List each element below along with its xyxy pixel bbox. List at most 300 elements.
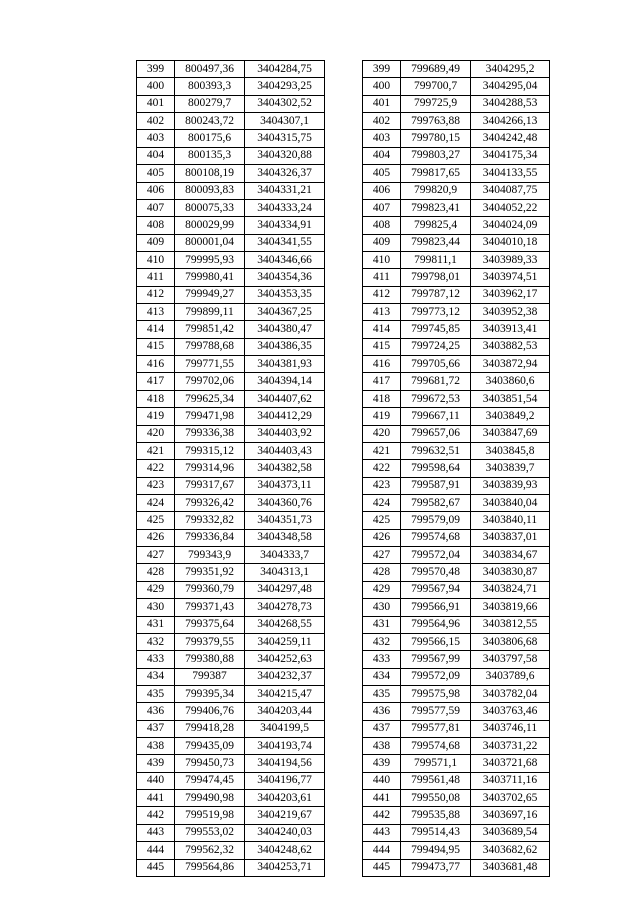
y-coordinate-cell: 3404394,14 [245, 373, 325, 390]
point-number-cell: 441 [137, 790, 175, 807]
table-row [137, 720, 325, 737]
x-coordinate-cell: 799406,76 [175, 703, 245, 720]
table-row [137, 199, 325, 216]
table-row [137, 356, 325, 373]
point-number-cell: 428 [363, 564, 401, 581]
y-coordinate-cell: 3404297,48 [245, 581, 325, 598]
x-coordinate-cell: 799317,67 [175, 477, 245, 494]
y-coordinate-cell: 3404386,35 [245, 338, 325, 355]
y-coordinate-cell: 3403789,6 [471, 668, 550, 685]
point-number-cell: 422 [363, 460, 401, 477]
y-coordinate-cell: 3404219,67 [245, 807, 325, 824]
x-coordinate-cell: 799811,1 [401, 251, 471, 268]
y-coordinate-cell: 3404199,5 [245, 720, 325, 737]
y-coordinate-cell: 3403746,11 [471, 720, 550, 737]
point-number-cell: 415 [363, 338, 401, 355]
table-row [363, 234, 550, 251]
y-coordinate-cell: 3404288,53 [471, 95, 550, 112]
point-number-cell: 413 [363, 304, 401, 321]
point-number-cell: 408 [137, 217, 175, 234]
table-row [363, 790, 550, 807]
table-row [363, 199, 550, 216]
table-row [363, 251, 550, 268]
table-row [363, 477, 550, 494]
x-coordinate-cell: 799820,9 [401, 182, 471, 199]
y-coordinate-cell: 3404052,22 [471, 199, 550, 216]
y-coordinate-cell: 3404360,76 [245, 494, 325, 511]
table-row [137, 338, 325, 355]
y-coordinate-cell: 3404252,63 [245, 651, 325, 668]
y-coordinate-cell: 3404248,62 [245, 842, 325, 859]
point-number-cell: 426 [137, 529, 175, 546]
x-coordinate-cell: 799579,09 [401, 512, 471, 529]
table-row [363, 547, 550, 564]
x-coordinate-cell: 799490,98 [175, 790, 245, 807]
x-coordinate-cell: 799314,96 [175, 460, 245, 477]
y-coordinate-cell: 3403689,54 [471, 824, 550, 841]
point-number-cell: 430 [363, 599, 401, 616]
point-number-cell: 403 [363, 130, 401, 147]
point-number-cell: 437 [137, 720, 175, 737]
point-number-cell: 405 [363, 165, 401, 182]
table-row [363, 147, 550, 164]
x-coordinate-cell: 799450,73 [175, 755, 245, 772]
x-coordinate-cell: 799817,65 [401, 165, 471, 182]
x-coordinate-cell: 799632,51 [401, 442, 471, 459]
point-number-cell: 440 [363, 772, 401, 789]
point-number-cell: 413 [137, 304, 175, 321]
point-number-cell: 414 [137, 321, 175, 338]
point-number-cell: 439 [137, 755, 175, 772]
point-number-cell: 433 [363, 651, 401, 668]
y-coordinate-cell: 3404196,77 [245, 772, 325, 789]
y-coordinate-cell: 3404024,09 [471, 217, 550, 234]
y-coordinate-cell: 3404010,18 [471, 234, 550, 251]
point-number-cell: 440 [137, 772, 175, 789]
x-coordinate-cell: 799561,48 [401, 772, 471, 789]
x-coordinate-cell: 799700,7 [401, 78, 471, 95]
y-coordinate-cell: 3404341,55 [245, 234, 325, 251]
x-coordinate-cell: 799471,98 [175, 408, 245, 425]
table-row [363, 217, 550, 234]
point-number-cell: 416 [363, 356, 401, 373]
point-number-cell: 418 [363, 390, 401, 407]
table-row [363, 442, 550, 459]
point-number-cell: 438 [137, 738, 175, 755]
x-coordinate-cell: 799566,91 [401, 599, 471, 616]
point-number-cell: 403 [137, 130, 175, 147]
y-coordinate-cell: 3404412,29 [245, 408, 325, 425]
y-coordinate-cell: 3404333,24 [245, 199, 325, 216]
x-coordinate-cell: 800108,19 [175, 165, 245, 182]
table-row [137, 113, 325, 130]
table-row [137, 703, 325, 720]
x-coordinate-cell: 799418,28 [175, 720, 245, 737]
x-coordinate-cell: 799336,84 [175, 529, 245, 546]
table-row [363, 564, 550, 581]
table-row [363, 651, 550, 668]
y-coordinate-cell: 3404203,44 [245, 703, 325, 720]
y-coordinate-cell: 3404351,73 [245, 512, 325, 529]
point-number-cell: 421 [363, 442, 401, 459]
point-number-cell: 435 [137, 685, 175, 702]
y-coordinate-cell: 3404203,61 [245, 790, 325, 807]
x-coordinate-cell: 799745,85 [401, 321, 471, 338]
point-number-cell: 430 [137, 599, 175, 616]
point-number-cell: 425 [363, 512, 401, 529]
table-row [363, 703, 550, 720]
x-coordinate-cell: 799773,12 [401, 304, 471, 321]
point-number-cell: 445 [363, 859, 401, 876]
y-coordinate-cell: 3404407,62 [245, 390, 325, 407]
point-number-cell: 432 [137, 633, 175, 650]
x-coordinate-cell: 800393,3 [175, 78, 245, 95]
table-row [363, 807, 550, 824]
point-number-cell: 410 [363, 251, 401, 268]
table-row [363, 356, 550, 373]
x-coordinate-cell: 799494,95 [401, 842, 471, 859]
x-coordinate-cell: 800093,83 [175, 182, 245, 199]
x-coordinate-cell: 800243,72 [175, 113, 245, 130]
y-coordinate-cell: 3403840,04 [471, 494, 550, 511]
table-row [137, 616, 325, 633]
y-coordinate-cell: 3404268,55 [245, 616, 325, 633]
table-row [137, 390, 325, 407]
y-coordinate-cell: 3404253,71 [245, 859, 325, 876]
point-number-cell: 442 [137, 807, 175, 824]
table-row [363, 95, 550, 112]
point-number-cell: 409 [137, 234, 175, 251]
x-coordinate-cell: 799474,45 [175, 772, 245, 789]
x-coordinate-cell: 799550,08 [401, 790, 471, 807]
table-row [137, 182, 325, 199]
table-row [137, 217, 325, 234]
x-coordinate-cell: 799803,27 [401, 147, 471, 164]
y-coordinate-cell: 3404194,56 [245, 755, 325, 772]
x-coordinate-cell: 800135,3 [175, 147, 245, 164]
y-coordinate-cell: 3404240,03 [245, 824, 325, 841]
point-number-cell: 408 [363, 217, 401, 234]
x-coordinate-cell: 799625,34 [175, 390, 245, 407]
y-coordinate-cell: 3404315,75 [245, 130, 325, 147]
point-number-cell: 418 [137, 390, 175, 407]
table-row [363, 113, 550, 130]
x-coordinate-cell: 799380,88 [175, 651, 245, 668]
x-coordinate-cell: 799587,91 [401, 477, 471, 494]
table-row [363, 512, 550, 529]
point-number-cell: 401 [363, 95, 401, 112]
y-coordinate-cell: 3404278,73 [245, 599, 325, 616]
x-coordinate-cell: 799535,88 [401, 807, 471, 824]
table-row [137, 685, 325, 702]
table-row [137, 842, 325, 859]
table-row [363, 494, 550, 511]
point-number-cell: 411 [363, 269, 401, 286]
point-number-cell: 416 [137, 356, 175, 373]
table-row [137, 165, 325, 182]
point-number-cell: 429 [363, 581, 401, 598]
x-coordinate-cell: 799725,9 [401, 95, 471, 112]
table-row [137, 477, 325, 494]
table-row [363, 720, 550, 737]
x-coordinate-cell: 799570,48 [401, 564, 471, 581]
table-row [363, 130, 550, 147]
x-coordinate-cell: 799574,68 [401, 529, 471, 546]
table-row [363, 304, 550, 321]
x-coordinate-cell: 799780,15 [401, 130, 471, 147]
y-coordinate-cell: 3404307,1 [245, 113, 325, 130]
y-coordinate-cell: 3404175,34 [471, 147, 550, 164]
point-number-cell: 424 [363, 494, 401, 511]
x-coordinate-cell: 799899,11 [175, 304, 245, 321]
y-coordinate-cell: 3404373,11 [245, 477, 325, 494]
y-coordinate-cell: 3404320,88 [245, 147, 325, 164]
table-row [137, 651, 325, 668]
table-row [137, 286, 325, 303]
table-row [137, 494, 325, 511]
point-number-cell: 427 [363, 547, 401, 564]
y-coordinate-cell: 3403806,68 [471, 633, 550, 650]
x-coordinate-cell: 799566,15 [401, 633, 471, 650]
y-coordinate-cell: 3404295,2 [471, 61, 550, 78]
y-coordinate-cell: 3403797,58 [471, 651, 550, 668]
point-number-cell: 404 [363, 147, 401, 164]
y-coordinate-cell: 3403840,11 [471, 512, 550, 529]
y-coordinate-cell: 3403847,69 [471, 425, 550, 442]
x-coordinate-cell: 799572,09 [401, 668, 471, 685]
y-coordinate-cell: 3404284,75 [245, 61, 325, 78]
table-row [363, 616, 550, 633]
x-coordinate-cell: 799598,64 [401, 460, 471, 477]
table-row [137, 512, 325, 529]
y-coordinate-cell: 3404313,1 [245, 564, 325, 581]
table-row [137, 755, 325, 772]
point-number-cell: 407 [137, 199, 175, 216]
point-number-cell: 402 [363, 113, 401, 130]
y-coordinate-cell: 3404326,37 [245, 165, 325, 182]
table-row [363, 529, 550, 546]
x-coordinate-cell: 799681,72 [401, 373, 471, 390]
table-row [363, 824, 550, 841]
table-row [137, 529, 325, 546]
table-row [363, 390, 550, 407]
y-coordinate-cell: 3403711,16 [471, 772, 550, 789]
x-coordinate-cell: 799980,41 [175, 269, 245, 286]
table-row [137, 269, 325, 286]
x-coordinate-cell: 799315,12 [175, 442, 245, 459]
table-row [137, 130, 325, 147]
y-coordinate-cell: 3404348,58 [245, 529, 325, 546]
y-coordinate-cell: 3403962,17 [471, 286, 550, 303]
point-number-cell: 431 [137, 616, 175, 633]
table-row [137, 859, 325, 876]
y-coordinate-cell: 3404382,58 [245, 460, 325, 477]
point-number-cell: 406 [137, 182, 175, 199]
y-coordinate-cell: 3404333,7 [245, 547, 325, 564]
table-row [363, 61, 550, 78]
x-coordinate-cell: 799575,98 [401, 685, 471, 702]
x-coordinate-cell: 800497,36 [175, 61, 245, 78]
y-coordinate-cell: 3404403,92 [245, 425, 325, 442]
y-coordinate-cell: 3404380,47 [245, 321, 325, 338]
y-coordinate-cell: 3403824,71 [471, 581, 550, 598]
table-row [363, 859, 550, 876]
point-number-cell: 412 [137, 286, 175, 303]
x-coordinate-cell: 799564,96 [401, 616, 471, 633]
x-coordinate-cell: 799574,68 [401, 738, 471, 755]
y-coordinate-cell: 3403763,46 [471, 703, 550, 720]
table-row [137, 790, 325, 807]
x-coordinate-cell: 800075,33 [175, 199, 245, 216]
table-row [363, 599, 550, 616]
point-number-cell: 419 [363, 408, 401, 425]
x-coordinate-cell: 799689,49 [401, 61, 471, 78]
table-row [363, 165, 550, 182]
x-coordinate-cell: 799825,4 [401, 217, 471, 234]
y-coordinate-cell: 3403731,22 [471, 738, 550, 755]
x-coordinate-cell: 799336,38 [175, 425, 245, 442]
x-coordinate-cell: 799582,67 [401, 494, 471, 511]
table-row [137, 95, 325, 112]
y-coordinate-cell: 3403952,38 [471, 304, 550, 321]
table-row [363, 581, 550, 598]
point-number-cell: 425 [137, 512, 175, 529]
y-coordinate-cell: 3403882,53 [471, 338, 550, 355]
point-number-cell: 435 [363, 685, 401, 702]
table-row [137, 460, 325, 477]
table-row [137, 373, 325, 390]
y-coordinate-cell: 3404346,66 [245, 251, 325, 268]
x-coordinate-cell: 800175,6 [175, 130, 245, 147]
coordinates-table-left-body [137, 61, 325, 877]
x-coordinate-cell: 799787,12 [401, 286, 471, 303]
table-row [363, 373, 550, 390]
point-number-cell: 436 [137, 703, 175, 720]
y-coordinate-cell: 3404403,43 [245, 442, 325, 459]
table-row [137, 425, 325, 442]
point-number-cell: 427 [137, 547, 175, 564]
point-number-cell: 443 [363, 824, 401, 841]
x-coordinate-cell: 799567,94 [401, 581, 471, 598]
y-coordinate-cell: 3404259,11 [245, 633, 325, 650]
point-number-cell: 444 [363, 842, 401, 859]
x-coordinate-cell: 799577,81 [401, 720, 471, 737]
point-number-cell: 436 [363, 703, 401, 720]
x-coordinate-cell: 799577,59 [401, 703, 471, 720]
table-row [137, 807, 325, 824]
point-number-cell: 417 [363, 373, 401, 390]
table-row [363, 842, 550, 859]
x-coordinate-cell: 799326,42 [175, 494, 245, 511]
x-coordinate-cell: 799657,06 [401, 425, 471, 442]
y-coordinate-cell: 3403851,54 [471, 390, 550, 407]
point-number-cell: 399 [363, 61, 401, 78]
point-number-cell: 434 [137, 668, 175, 685]
x-coordinate-cell: 799519,98 [175, 807, 245, 824]
x-coordinate-cell: 799435,09 [175, 738, 245, 755]
x-coordinate-cell: 799387 [175, 668, 245, 685]
table-row [363, 755, 550, 772]
y-coordinate-cell: 3403782,04 [471, 685, 550, 702]
x-coordinate-cell: 799672,53 [401, 390, 471, 407]
y-coordinate-cell: 3404133,55 [471, 165, 550, 182]
y-coordinate-cell: 3403845,8 [471, 442, 550, 459]
y-coordinate-cell: 3403819,66 [471, 599, 550, 616]
y-coordinate-cell: 3404353,35 [245, 286, 325, 303]
point-number-cell: 438 [363, 738, 401, 755]
table-row [363, 321, 550, 338]
x-coordinate-cell: 799371,43 [175, 599, 245, 616]
point-number-cell: 410 [137, 251, 175, 268]
table-row [363, 286, 550, 303]
x-coordinate-cell: 799360,79 [175, 581, 245, 598]
point-number-cell: 423 [363, 477, 401, 494]
x-coordinate-cell: 799343,9 [175, 547, 245, 564]
table-row [363, 269, 550, 286]
x-coordinate-cell: 799332,82 [175, 512, 245, 529]
x-coordinate-cell: 799567,99 [401, 651, 471, 668]
x-coordinate-cell: 799351,92 [175, 564, 245, 581]
y-coordinate-cell: 3404232,37 [245, 668, 325, 685]
y-coordinate-cell: 3403721,68 [471, 755, 550, 772]
point-number-cell: 404 [137, 147, 175, 164]
y-coordinate-cell: 3403839,93 [471, 477, 550, 494]
point-number-cell: 420 [363, 425, 401, 442]
coordinates-table-right [362, 60, 550, 877]
x-coordinate-cell: 799379,55 [175, 633, 245, 650]
x-coordinate-cell: 799724,25 [401, 338, 471, 355]
x-coordinate-cell: 799798,01 [401, 269, 471, 286]
y-coordinate-cell: 3404367,25 [245, 304, 325, 321]
table-row [137, 772, 325, 789]
table-row [137, 668, 325, 685]
x-coordinate-cell: 800001,04 [175, 234, 245, 251]
y-coordinate-cell: 3404331,21 [245, 182, 325, 199]
table-row [137, 251, 325, 268]
table-row [137, 738, 325, 755]
point-number-cell: 415 [137, 338, 175, 355]
point-number-cell: 400 [137, 78, 175, 95]
table-row [363, 633, 550, 650]
x-coordinate-cell: 799571,1 [401, 755, 471, 772]
y-coordinate-cell: 3403913,41 [471, 321, 550, 338]
table-row [137, 442, 325, 459]
x-coordinate-cell: 799514,43 [401, 824, 471, 841]
x-coordinate-cell: 799572,04 [401, 547, 471, 564]
x-coordinate-cell: 799823,44 [401, 234, 471, 251]
point-number-cell: 423 [137, 477, 175, 494]
point-number-cell: 426 [363, 529, 401, 546]
point-number-cell: 428 [137, 564, 175, 581]
y-coordinate-cell: 3404087,75 [471, 182, 550, 199]
point-number-cell: 445 [137, 859, 175, 876]
x-coordinate-cell: 799564,86 [175, 859, 245, 876]
point-number-cell: 417 [137, 373, 175, 390]
y-coordinate-cell: 3404334,91 [245, 217, 325, 234]
y-coordinate-cell: 3404215,47 [245, 685, 325, 702]
point-number-cell: 405 [137, 165, 175, 182]
table-row [137, 234, 325, 251]
point-number-cell: 419 [137, 408, 175, 425]
y-coordinate-cell: 3403860,6 [471, 373, 550, 390]
table-row [363, 772, 550, 789]
point-number-cell: 402 [137, 113, 175, 130]
table-row [363, 425, 550, 442]
point-number-cell: 406 [363, 182, 401, 199]
coordinates-table-left [136, 60, 325, 877]
x-coordinate-cell: 799473,77 [401, 859, 471, 876]
table-row [363, 78, 550, 95]
